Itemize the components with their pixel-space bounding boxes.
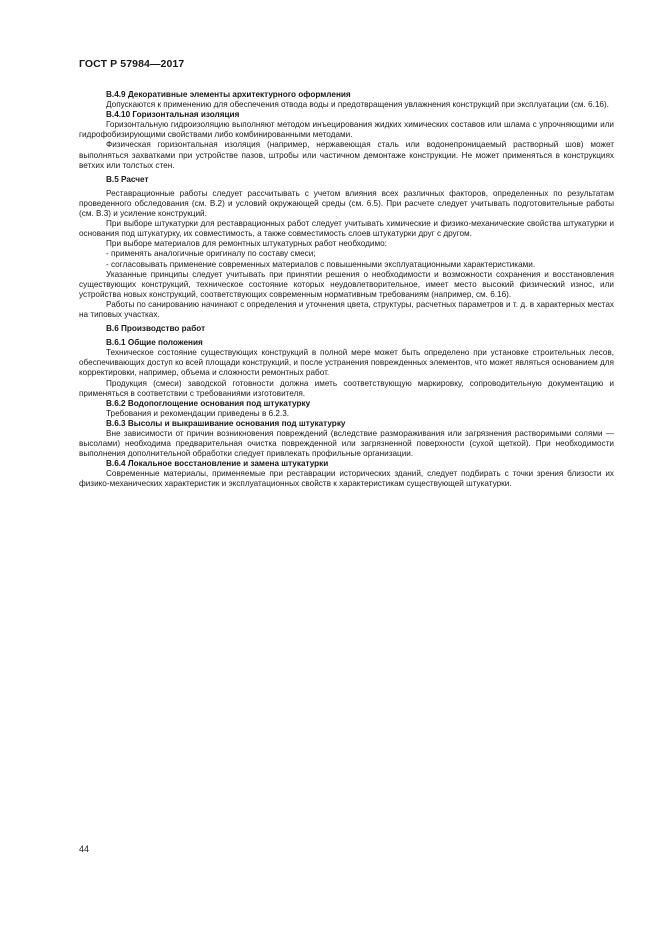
section-heading-b49: В.4.9 Декоративные элементы архитектурного оформления (106, 90, 351, 99)
document-body (79, 90, 614, 490)
subsection-heading-b64: В.6.4 Локальное восстановление и замена штукатурки (106, 459, 329, 469)
section-heading-b6: В.6 Производство работ (106, 324, 206, 334)
paragraph: Современные материалы, применяемые при реставрации исторических зданий, следует подбирать с точки зрения близости их физико-механических характеристик и эксплуатационных свойств к характеристикам существующей штукатурки. (79, 469, 614, 489)
paragraph: Физическая горизонтальная изоляция (например, нержавеющая сталь или водонепроницаемый растворный шов) может выполняться захватками при устройстве пазов, штробы или частичном демонтаже конструкции. Не может применяться в конструкциях ветхих или толстых стен. (79, 140, 614, 170)
subsection-heading-b62: В.6.2 Водопоглощение основания под штукатурку (106, 398, 311, 408)
subsection-heading-b63: В.6.3 Высолы и выкрашивание основания под штукатурку (106, 418, 346, 428)
paragraph: Работы по санированию начинают с определения и уточнения цвета, структуры, расчетных параметров и т. д. в характерных местах на типовых участках. (79, 299, 614, 319)
section-heading-b5: В.5 Расчет (106, 174, 149, 184)
paragraph: Реставрационные работы следует рассчитывать с учетом влияния всех различных факторов, определенных по результатам проведенного обследования (см. В.2) и условий окружающей среды (см. 6.5). При расчете следует учитывать подготовительные работы (см. В.3) и усиление конструкций. (79, 188, 614, 219)
paragraph: Указанные принципы следует учитывать при принятии решения о необходимости и возможности сохранения и восстановления существующих конструкций, техническое состояние которых неудовлетворительное, имеет место высокий физический износ, или устройства новых конструкций, соответствующих современным нормативным требованиям (например, см. 6.16). (79, 269, 614, 299)
document-header: ГОСТ Р 57984—2017 (79, 58, 185, 70)
paragraph: Требования и рекомендации приведены в 6.2.3. (106, 408, 290, 418)
paragraph: Горизонтальную гидроизоляцию выполняют методом инъецирования жидких химических составов или шлама с упрочняющими или гидрофобизирующими свойствами либо комбинированными методами. (79, 120, 614, 140)
subsection-heading-b61: В.6.1 Общие положения (106, 338, 203, 348)
paragraph: При выборе материалов для ремонтных штукатурных работ необходимо: (106, 239, 387, 249)
list-item: - согласовывать применение современных материалов с повышенными эксплуатационными характеристиками. (106, 259, 536, 269)
paragraph: Техническое состояние существующих конструкций в полной мере может быть определено при установке строительных лесов, обеспечивающих доступ ко всей площади конструкций, и после устранения поврежденных элементов, что может являться основанием для корректировки, например, объема и сложности ремонтных работ. (79, 348, 614, 378)
list-item: - применять аналогичные оригиналу по составу смеси; (106, 249, 316, 259)
paragraph: При выборе штукатурки для реставрационных работ следует учитывать химические и физико-механические свойства штукатурки и основания под штукатурку, их совместимость, а также совместимость слоев штукатурки друг с другом. (79, 219, 614, 239)
section-heading-b410: В.4.10 Горизонтальная изоляция (106, 110, 240, 120)
page-number: 44 (79, 844, 90, 854)
paragraph: Допускаются к применению для обеспечения отвода воды и предотвращения увлажнения конструкций при эксплуатации (см. 6.16). (106, 100, 609, 110)
paragraph: Вне зависимости от причин возникновения повреждений (вследствие размораживания или загрязнения растворимыми солями — высолами) необходима предварительная очистка поврежденной или загрязненной поверхности (сухой щеткой). При необходимости выполнения дополнительной обработки следует привлекать профильные организации. (79, 429, 614, 459)
paragraph: Продукция (смеси) заводской готовности должна иметь соответствующую маркировку, сопроводительную документацию и применяться в соответствии с требованиями изготовителя. (79, 378, 614, 398)
